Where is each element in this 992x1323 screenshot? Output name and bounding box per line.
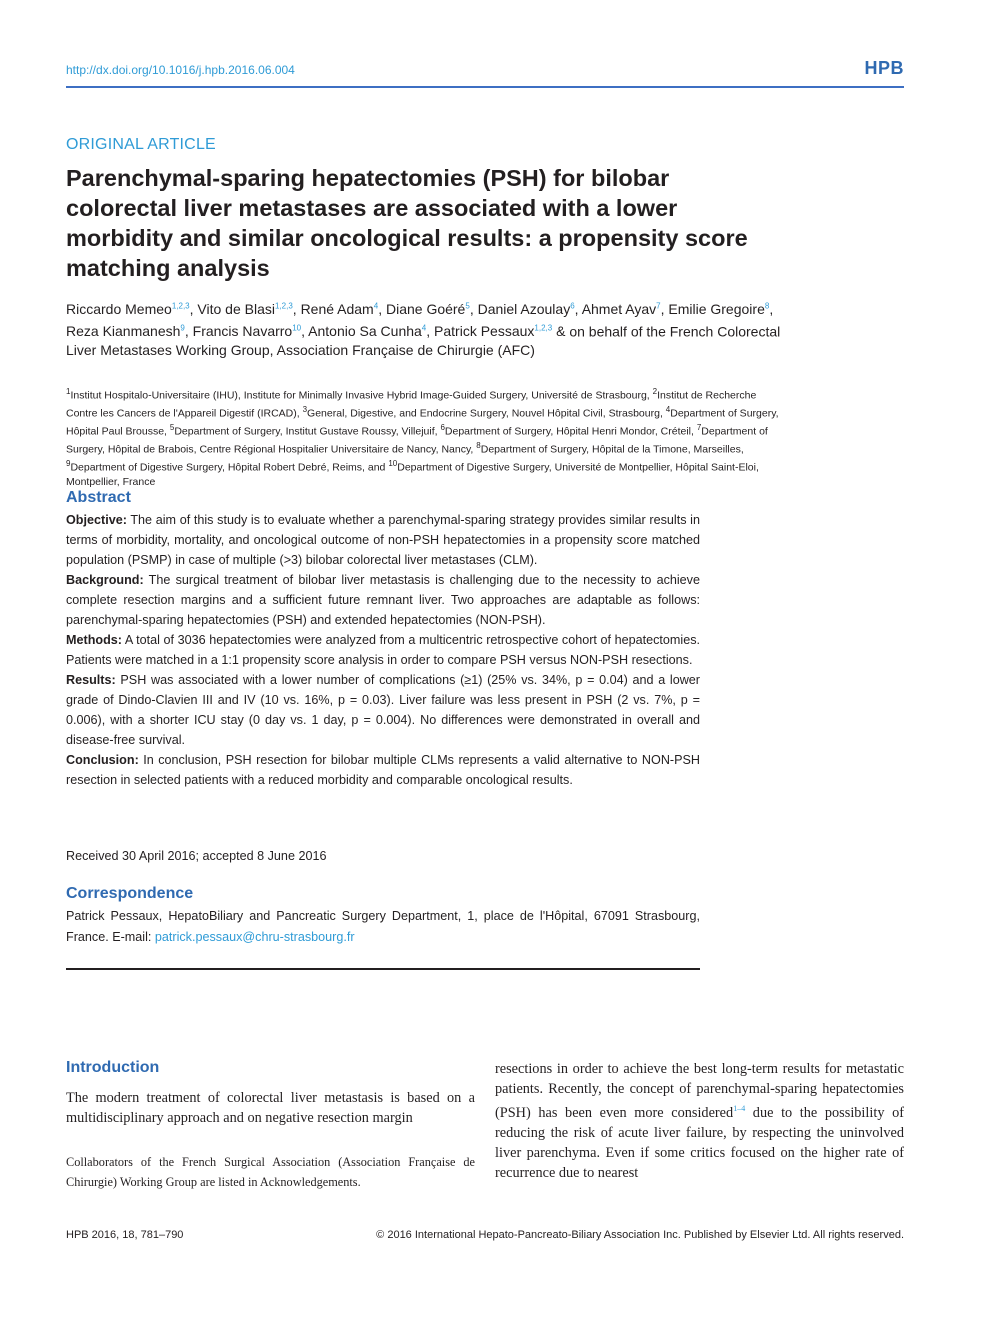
reference-link[interactable]: 1–4 bbox=[733, 1104, 746, 1113]
footer-citation: HPB 2016, 18, 781–790 bbox=[66, 1229, 184, 1241]
author-affiliation-ref[interactable]: 9 bbox=[180, 323, 185, 333]
author-name: Daniel Azoulay bbox=[477, 300, 571, 317]
author-name: Riccardo Memeo bbox=[66, 300, 172, 317]
author-separator: , bbox=[184, 323, 193, 340]
affiliation-number: 6 bbox=[440, 423, 445, 433]
affiliation-text: Department of Surgery, Hôpital Henri Mondor, Créteil, bbox=[444, 425, 697, 438]
author-affiliation-ref[interactable]: 5 bbox=[465, 301, 470, 310]
author-separator: , bbox=[378, 300, 386, 317]
author-name: René Adam bbox=[300, 300, 374, 317]
abstract-divider bbox=[66, 968, 700, 970]
affiliation-text: Department of Surgery, Hôpital Paul Brousse, bbox=[66, 407, 779, 438]
abstract-section bbox=[66, 510, 700, 570]
author-affiliation-ref[interactable]: 1,2,3 bbox=[274, 301, 293, 310]
article-title: Parenchymal-sparing hepatectomies (PSH) for bilobar colorectal liver metastases are associated with a lower morbidity and similar oncological results: a propensity score matching analysis bbox=[66, 165, 748, 281]
abstract-heading: Abstract bbox=[66, 489, 131, 506]
header-rule bbox=[66, 86, 904, 88]
article-type: ORIGINAL ARTICLE bbox=[66, 136, 216, 153]
affiliation-number: 9 bbox=[66, 459, 71, 469]
affiliation-number: 1 bbox=[66, 387, 71, 396]
author-name: Patrick Pessaux bbox=[434, 323, 535, 340]
introduction-paragraph-col1: The modern treatment of colorectal liver metastasis is based on a multidisciplinary approach and on negative resection margin bbox=[66, 1090, 475, 1126]
abstract-section-text: PSH was associated with a lower number of complications (≥1) (25% vs. 34%, p = 0.04) and a lower grade of Dindo-Clavien III and IV (10 vs. 16%, p = 0.03). Liver failure was less present in PSH (2 vs. 7%, p = 0.006), with a shorter ICU stay (0 day vs. 1 day, p = 0.004). No differences were demonstrated in overall and disease-free survival. bbox=[66, 673, 701, 747]
received-dates: Received 30 April 2016; accepted 8 June 2016 bbox=[66, 849, 327, 863]
correspondence-email-link[interactable]: patrick.pessaux@chru-strasbourg.fr bbox=[154, 929, 355, 944]
affiliation-text: Institut de Recherche Contre les Cancers de l'Appareil Digestif (IRCAD), bbox=[66, 389, 757, 420]
affiliation-number: 4 bbox=[665, 405, 671, 415]
abstract-section-label: Background: bbox=[66, 573, 144, 587]
author-separator: , bbox=[469, 300, 478, 317]
author-affiliation-ref[interactable]: 10 bbox=[292, 323, 302, 333]
correspondence-address: Patrick Pessaux, HepatoBiliary and Pancreatic Surgery Department, 1, place de l'Hôpital, 67091 Strasbourg, France. E-mail: bbox=[66, 909, 700, 944]
affiliation-number: 3 bbox=[302, 405, 308, 415]
affiliation-number: 2 bbox=[652, 387, 658, 396]
abstract-section-label: Objective: bbox=[66, 513, 127, 527]
affiliation-text: Institut Hospitalo-Universitaire (IHU), Institute for Minimally Invasive Hybrid Image-Guided Surgery, Université de Strasbourg, bbox=[70, 389, 653, 402]
author-group: on behalf of the French Colorectal Liver Metastases Working Group, Association Française de Chirurgie (AFC) bbox=[66, 323, 781, 359]
author-name: Diane Goéré bbox=[385, 300, 466, 317]
abstract-section bbox=[66, 630, 700, 670]
abstract-section-label: Results: bbox=[66, 673, 116, 687]
author-name: Francis Navarro bbox=[192, 323, 293, 340]
affiliation-text: Department of Digestive Surgery, Hôpital Robert Debré, Reims, and bbox=[70, 461, 389, 474]
author-separator: , bbox=[189, 300, 198, 317]
author-affiliation-ref[interactable]: 7 bbox=[656, 301, 661, 310]
affiliation-number: 10 bbox=[388, 459, 398, 469]
abstract-section-label: Conclusion: bbox=[66, 753, 139, 767]
affiliation-number: 7 bbox=[696, 423, 702, 433]
affiliation-text: Department of Surgery, Hôpital de Brabois, Centre Régional Hospitalier Universitaire de Nancy, Nancy, bbox=[66, 425, 768, 456]
abstract-section-text: The surgical treatment of bilobar liver metastasis is challenging due to the necessity to achieve complete resection margins and a sufficient future remnant liver. Two approaches are adaptable as follows: parenchymal-sparing hepatectomies (PSH) and extended hepatectomies (NON-PSH). bbox=[66, 573, 700, 627]
affiliations bbox=[66, 385, 786, 490]
author-separator: , bbox=[426, 323, 435, 340]
abstract-section-text: The aim of this study is to evaluate whether a parenchymal-sparing strategy provides similar results in terms of morbidity, mortality, and oncological outcome of non-PSH hepatectomies in a propensity score matched population (PSMP) in case of multiple (>3) bilobar colorectal liver metastases (CLM). bbox=[66, 513, 700, 567]
affiliation-text: Department of Surgery, Institut Gustave Roussy, Villejuif, bbox=[174, 425, 441, 438]
author-affiliation-ref[interactable]: 8 bbox=[764, 301, 770, 310]
author-name: Reza Kianmanesh bbox=[66, 323, 181, 340]
author-affiliation-ref[interactable]: 1,2,3 bbox=[171, 301, 190, 310]
abstract-section-text: In conclusion, PSH resection for bilobar multiple CLMs represents a valid alternative to NON-PSH resection in selected patients with a reduced morbidity and comparable oncological results. bbox=[66, 753, 700, 787]
introduction-heading: Introduction bbox=[66, 1059, 160, 1076]
footer-copyright: © 2016 International Hepato-Pancreato-Biliary Association Inc. Published by Elsevier Ltd. All rights reserved. bbox=[376, 1229, 904, 1241]
author-separator: , bbox=[574, 300, 582, 317]
abstract-body bbox=[66, 510, 700, 790]
abstract-section bbox=[66, 570, 700, 630]
affiliation-number: 8 bbox=[476, 441, 481, 451]
abstract-section-label: Methods: bbox=[66, 633, 122, 647]
correspondence-heading: Correspondence bbox=[66, 885, 194, 902]
author-separator: , bbox=[292, 300, 301, 317]
author-separator: , bbox=[301, 323, 309, 340]
author-affiliation-ref[interactable]: 4 bbox=[421, 323, 427, 333]
introduction-paragraph-col2 bbox=[495, 1059, 904, 1183]
abstract-section bbox=[66, 670, 700, 750]
journal-name: HPB bbox=[864, 58, 904, 78]
author-name: Ahmet Ayav bbox=[581, 300, 657, 317]
doi-link[interactable]: http://dx.doi.org/10.1016/j.hpb.2016.06.004 bbox=[66, 63, 295, 77]
intro-text-part2: due to the possibility of reducing the risk of acute liver failure, by respecting the uninvolved liver parenchyma. Even if some critics focused on the higher rate of recurrence due to nearest bbox=[495, 1104, 904, 1181]
author-separator: & bbox=[552, 323, 570, 340]
affiliation-number: 5 bbox=[169, 423, 175, 433]
author-affiliation-ref[interactable]: 4 bbox=[373, 301, 379, 310]
author-affiliation-ref[interactable]: 6 bbox=[570, 301, 575, 310]
author-name: Vito de Blasi bbox=[197, 300, 275, 317]
abstract-section bbox=[66, 750, 700, 790]
intro-text-part1: resections in order to achieve the best long-term results for metastatic patients. Recently, the concept of parenchymal-sparing hepatectomies (PSH) has been even more considered bbox=[495, 1061, 904, 1121]
author-separator: , bbox=[769, 300, 774, 317]
abstract-section-text: A total of 3036 hepatectomies were analyzed from a multicentric retrospective cohort of hepatectomies. Patients were matched in a 1:1 propensity score analysis in order to compare PSH versus NON-PSH resections. bbox=[66, 633, 700, 667]
affiliation-text: Department of Surgery, Hôpital de la Timone, Marseilles, bbox=[480, 443, 744, 456]
affiliation-text: Department of Digestive Surgery, Université de Montpellier, Hôpital Saint-Eloi, Montpellier, France bbox=[66, 461, 759, 489]
affiliation-text: General, Digestive, and Endocrine Surgery, Nouvel Hôpital Civil, Strasbourg, bbox=[307, 407, 666, 420]
author-name: Emilie Gregoire bbox=[668, 300, 765, 317]
author-separator: , bbox=[660, 300, 669, 317]
correspondence-body bbox=[66, 906, 700, 947]
author-affiliation-ref[interactable]: 1,2,3 bbox=[534, 323, 553, 333]
author-list bbox=[66, 296, 786, 360]
author-name: Antonio Sa Cunha bbox=[308, 323, 422, 340]
collaborators-footnote: Collaborators of the French Surgical Association (Association Française de Chirurgie) Working Group are listed in Acknowledgements. bbox=[66, 1155, 475, 1189]
